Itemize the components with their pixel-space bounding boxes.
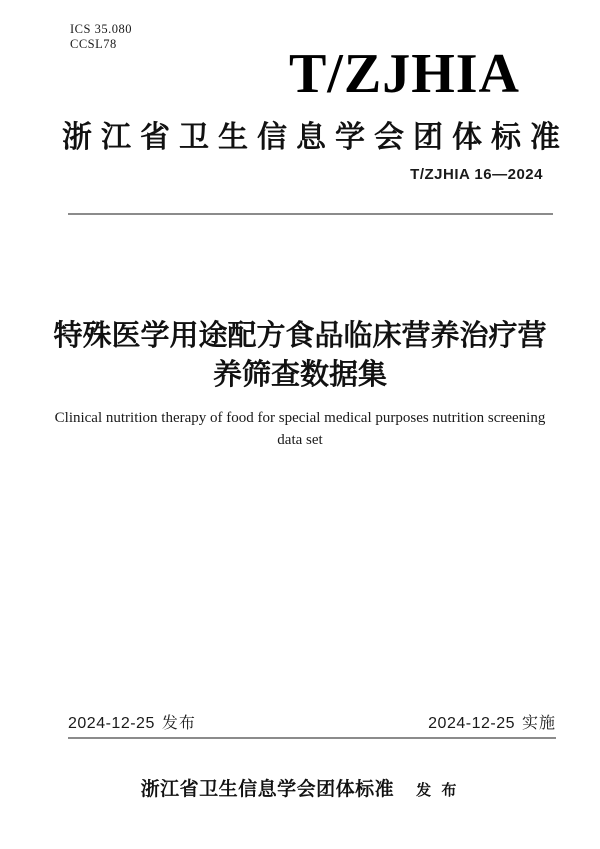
document-title-zh-line2: 养筛查数据集: [212, 359, 387, 391]
document-title-en-line1: Clinical nutrition therapy of food for special medical purposes nutrition screening: [54, 410, 546, 426]
document-title-zh-line1: 特殊医学用途配方食品临床营养治疗营: [53, 320, 547, 352]
implementation-date: 2024-12-25: [428, 715, 515, 732]
ccs-code: CCSL78: [70, 36, 117, 51]
publisher-name: 浙江省卫生信息学会团体标准: [140, 779, 395, 800]
document-title-en: [0, 407, 600, 451]
document-title-zh: [20, 317, 580, 395]
publisher-line: [0, 774, 600, 801]
standard-number: T/ZJHIA 16—2024: [410, 166, 543, 183]
implementation-date-group: [428, 710, 556, 733]
dates-row: [68, 710, 556, 739]
organization-title-bar: 浙 江 省 卫 生 信 息 学 会 团 体 标 准: [62, 121, 560, 154]
issue-date-group: [68, 710, 196, 733]
publish-action: 发 布: [416, 782, 460, 799]
ics-code: ICS 35.080: [70, 22, 132, 36]
header-divider-rule: [68, 213, 553, 215]
classification-codes: [70, 22, 132, 52]
document-title-en-line2: data set: [277, 432, 323, 448]
issue-date: 2024-12-25: [68, 715, 155, 732]
standard-logo: T/ZJHIA: [288, 43, 520, 105]
implementation-label: 实施: [521, 715, 556, 732]
issue-label: 发布: [161, 715, 196, 732]
